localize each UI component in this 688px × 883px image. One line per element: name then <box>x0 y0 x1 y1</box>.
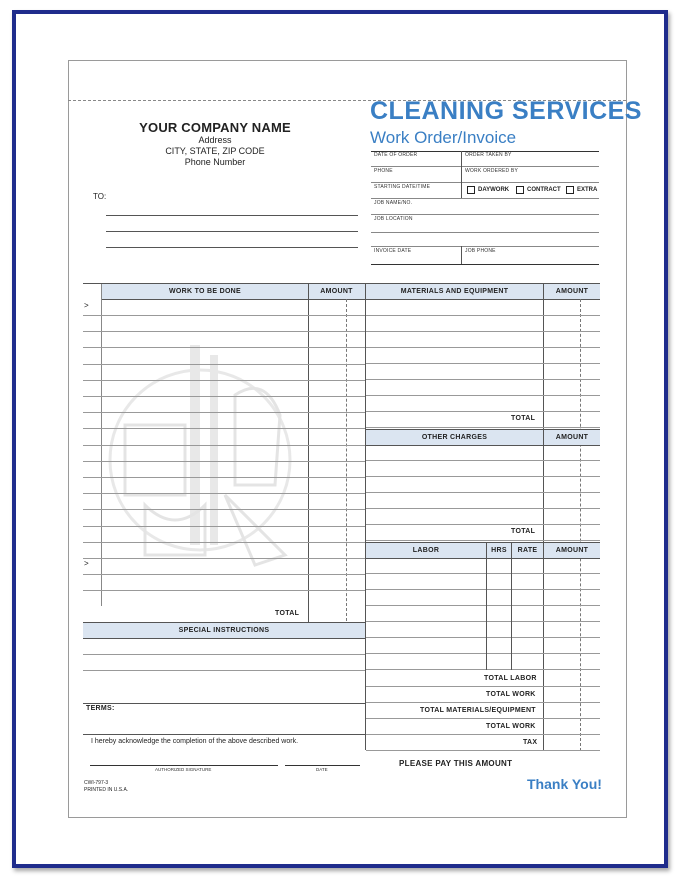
work-row-line[interactable] <box>83 331 365 332</box>
work-to-be-done-header: WORK TO BE DONE <box>102 284 308 300</box>
right-row-line[interactable] <box>366 492 600 493</box>
right-row-line[interactable] <box>366 476 600 477</box>
amount-header: AMOUNT <box>308 284 365 300</box>
field-rule <box>371 264 599 265</box>
to-line[interactable] <box>106 231 358 232</box>
checkbox-square-icon <box>516 186 524 194</box>
other-charges-total-label: TOTAL <box>511 528 536 535</box>
work-row-line[interactable] <box>83 558 365 559</box>
right-row-line[interactable] <box>366 589 600 590</box>
labor-amount-header: AMOUNT <box>544 542 600 559</box>
extra-checkbox[interactable] <box>566 186 597 194</box>
right-row-line[interactable] <box>366 363 600 364</box>
instruction-line[interactable] <box>83 670 365 671</box>
right-row-line[interactable] <box>366 669 600 670</box>
right-row-line[interactable] <box>366 460 600 461</box>
right-row-line[interactable] <box>366 524 600 525</box>
to-label: TO: <box>93 192 107 201</box>
work-row-line[interactable] <box>83 315 365 316</box>
work-row-line[interactable] <box>83 445 365 446</box>
work-row-line[interactable] <box>83 428 365 429</box>
materials-total-label: TOTAL <box>511 415 536 422</box>
materials-header: MATERIALS AND EQUIPMENT <box>366 284 543 300</box>
other-charges-header: OTHER CHARGES <box>366 429 543 446</box>
date-of-order-field[interactable]: DATE OF ORDER <box>374 152 418 158</box>
special-instructions-header: SPECIAL INSTRUCTIONS <box>83 622 365 639</box>
right-row-line[interactable] <box>366 750 600 751</box>
please-pay-label: PLEASE PAY THIS AMOUNT <box>399 759 513 768</box>
total-labor-label: TOTAL LABOR <box>484 675 537 682</box>
terms-rule <box>83 703 365 704</box>
thank-you-text: Thank You! <box>527 776 602 792</box>
right-row-line[interactable] <box>366 718 600 719</box>
total-work-label-2: TOTAL WORK <box>486 723 536 730</box>
total-materials-label: TOTAL MATERIALS/EQUIPMENT <box>420 707 536 714</box>
job-phone-field[interactable]: JOB PHONE <box>465 248 496 254</box>
work-row-line[interactable] <box>83 477 365 478</box>
company-city: CITY, STATE, ZIP CODE <box>165 146 265 156</box>
hrs-divider <box>486 542 487 670</box>
to-line[interactable] <box>106 215 358 216</box>
company-phone: Phone Number <box>184 157 246 167</box>
printed-in: PRINTED IN U.S.A. <box>84 787 129 793</box>
right-row-line[interactable] <box>366 315 600 316</box>
right-row-line[interactable] <box>366 540 600 541</box>
checkbox-square-icon <box>566 186 574 194</box>
materials-amount-header: AMOUNT <box>544 284 600 300</box>
rate-divider <box>511 542 512 670</box>
right-row-line[interactable] <box>366 427 600 428</box>
right-cents-divider <box>580 299 581 751</box>
cleaning-supplies-watermark-icon <box>105 335 305 585</box>
work-row-line[interactable] <box>83 542 365 543</box>
company-block <box>110 120 320 168</box>
right-row-line[interactable] <box>366 637 600 638</box>
daywork-label: DAYWORK <box>478 187 510 193</box>
company-address: Address <box>198 135 232 145</box>
field-rule <box>371 246 599 247</box>
extra-label: EXTRA <box>577 187 598 193</box>
work-ordered-by-field[interactable]: WORK ORDERED BY <box>465 168 519 174</box>
right-row-line[interactable] <box>366 702 600 703</box>
labor-header: LABOR <box>366 542 486 559</box>
starting-date-time-field[interactable]: STARTING DATE/TIME <box>374 184 431 190</box>
date-caption: DATE <box>316 767 328 772</box>
work-row-line[interactable] <box>83 364 365 365</box>
terms-label: TERMS: <box>86 705 115 712</box>
field-rule <box>371 214 599 215</box>
right-row-line[interactable] <box>366 686 600 687</box>
right-row-line[interactable] <box>366 621 600 622</box>
field-divider <box>461 246 462 264</box>
right-row-line[interactable] <box>366 734 600 735</box>
right-row-line[interactable] <box>366 379 600 380</box>
invoice-date-field[interactable]: INVOICE DATE <box>374 248 412 254</box>
work-row-line[interactable] <box>83 347 365 348</box>
hrs-header: HRS <box>487 542 511 559</box>
work-row-line[interactable] <box>83 461 365 462</box>
right-row-line[interactable] <box>366 411 600 412</box>
right-row-line[interactable] <box>366 331 600 332</box>
field-rule <box>371 232 599 233</box>
center-divider <box>365 283 366 750</box>
total-work-label: TOTAL WORK <box>486 691 536 698</box>
row-arrow-icon: > <box>84 301 89 310</box>
contract-checkbox[interactable] <box>516 186 561 194</box>
job-name-field[interactable]: JOB NAME/NO. <box>374 200 413 206</box>
daywork-checkbox[interactable] <box>467 186 509 194</box>
instruction-line[interactable] <box>83 654 365 655</box>
date-line[interactable] <box>285 765 360 766</box>
job-location-field[interactable]: JOB LOCATION <box>374 216 413 222</box>
ack-rule <box>83 734 365 735</box>
form-title: CLEANING SERVICES <box>370 97 642 125</box>
row-arrow-icon: > <box>84 559 89 568</box>
field-divider <box>461 151 462 198</box>
other-charges-amount-header: AMOUNT <box>544 429 600 446</box>
field-rule <box>371 182 599 183</box>
table-top-rule <box>366 283 600 284</box>
field-rule <box>371 198 599 199</box>
work-total-label: TOTAL <box>275 610 300 617</box>
work-row-line[interactable] <box>83 396 365 397</box>
amount-divider <box>308 284 309 622</box>
right-amount-divider <box>543 284 544 750</box>
to-line[interactable] <box>106 247 358 248</box>
form-subtitle: Work Order/Invoice <box>370 128 517 147</box>
right-row-line[interactable] <box>366 395 600 396</box>
phone-field[interactable]: PHONE <box>374 168 393 174</box>
work-row-line[interactable] <box>83 574 365 575</box>
acknowledgement-text: I hereby acknowledge the completion of the above described work. <box>91 738 299 745</box>
signature-line[interactable] <box>90 765 278 766</box>
work-row-line[interactable] <box>83 590 365 591</box>
company-name: YOUR COMPANY NAME <box>139 120 291 135</box>
right-row-line[interactable] <box>366 653 600 654</box>
form-code-block <box>84 780 128 794</box>
rate-header: RATE <box>512 542 543 559</box>
right-row-line[interactable] <box>366 347 600 348</box>
work-row-line[interactable] <box>83 380 365 381</box>
checkbox-square-icon <box>467 186 475 194</box>
order-taken-by-field[interactable]: ORDER TAKEN BY <box>465 152 512 158</box>
signature-caption: AUTHORIZED SIGNATURE <box>155 767 212 772</box>
work-row-line[interactable] <box>83 526 365 527</box>
work-row-line[interactable] <box>83 493 365 494</box>
form-code: CWI-797-3 <box>84 780 109 786</box>
right-row-line[interactable] <box>366 573 600 574</box>
field-rule <box>371 166 599 167</box>
contract-label: CONTRACT <box>527 187 561 193</box>
tax-label: TAX <box>523 739 538 746</box>
right-row-line[interactable] <box>366 508 600 509</box>
right-row-line[interactable] <box>366 605 600 606</box>
work-row-line[interactable] <box>83 412 365 413</box>
work-row-line[interactable] <box>83 509 365 510</box>
